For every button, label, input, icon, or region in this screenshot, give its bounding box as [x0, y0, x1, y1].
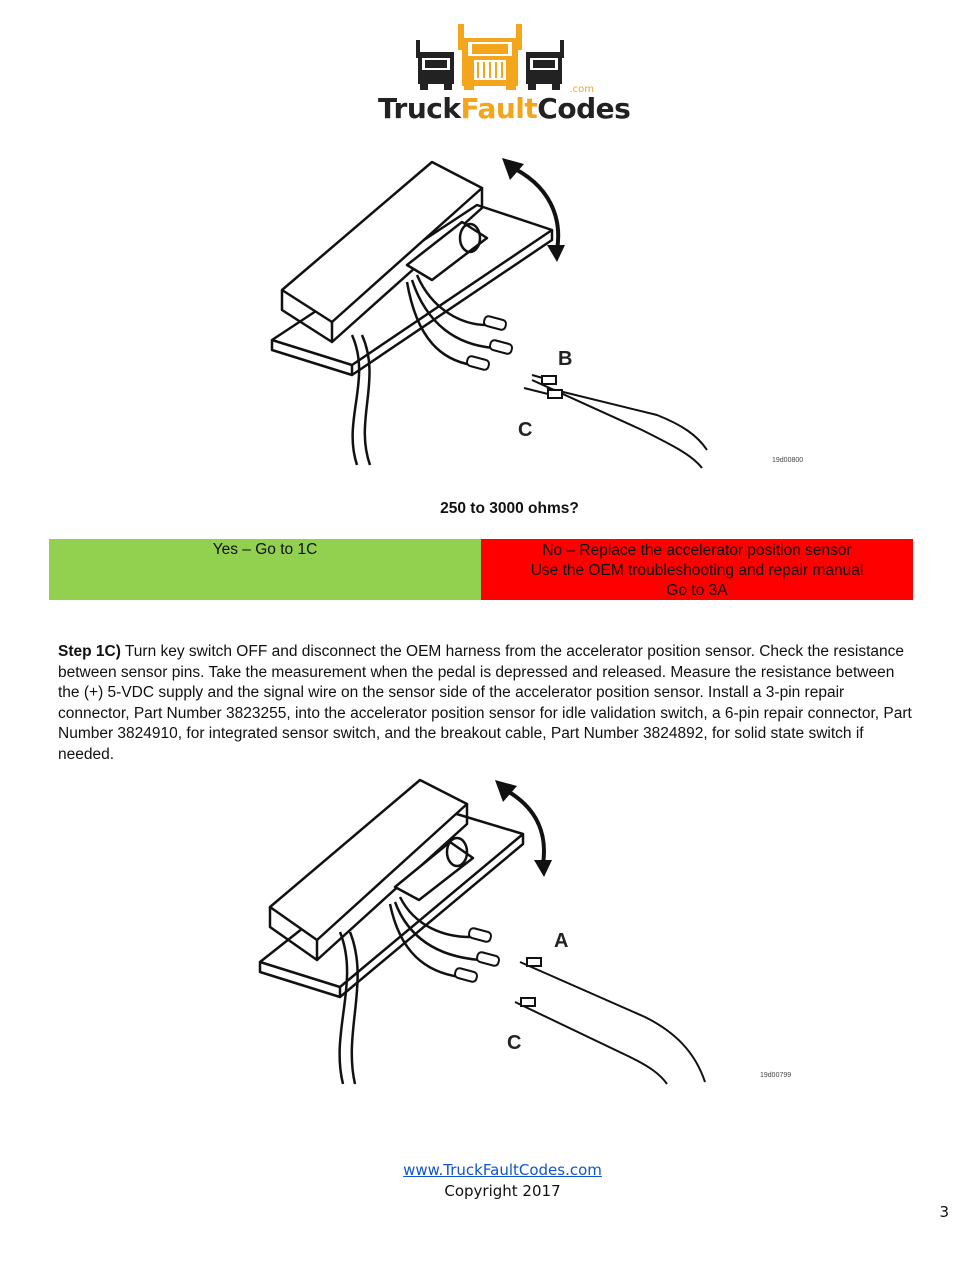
step-1c-paragraph — [58, 642, 918, 765]
page-number: 3 — [939, 1203, 949, 1221]
probe-label-b: B — [558, 348, 573, 370]
step-label: Step 1C) — [58, 643, 121, 660]
step-text: Turn key switch OFF and disconnect the OEM harness from the accelerator position sensor. Check the resistance between sensor pins. Take the measurement when the pedal is depressed and released. Measure the resistance between the (+) 5-VDC supply and the signal wire on the sensor side of the accelerator position sensor. Install a 3-pin repair connector, Part Number 3823255, into the accelerator position sensor for idle validation switch, a 6-pin repair connector, Part Number 3824910, for integrated sensor switch, and the breakout cable, Part Number 3824892, for solid state switch if needed. — [58, 643, 912, 763]
logo-dotcom: .com — [569, 84, 594, 95]
resistance-question: 250 to 3000 ohms? — [440, 500, 579, 517]
logo-word-truck: Truck — [378, 92, 461, 125]
pedal-sensor-illustration — [262, 150, 822, 475]
probe-label-a: A — [554, 930, 569, 952]
logo-word-fault: Fault — [460, 92, 538, 125]
pedal-diagram-a-c — [255, 772, 810, 1087]
probe-label-c: C — [507, 1032, 522, 1054]
probe-label-c: C — [518, 419, 533, 441]
decision-table — [49, 539, 913, 600]
logo-wordmark — [378, 92, 631, 126]
truckfaultcodes-logo — [378, 18, 631, 130]
no-line: No – Replace the accelerator position sensor — [542, 542, 852, 559]
logo-word-codes: Codes — [537, 92, 631, 125]
figure-code: 19d00800 — [772, 457, 804, 464]
pedal-diagram-b-c — [262, 150, 822, 475]
figure-code: 19d00799 — [760, 1072, 792, 1079]
yes-cell: Yes – Go to 1C — [49, 539, 481, 600]
no-line: Go to 3A — [666, 582, 728, 599]
website-link[interactable]: www.TruckFaultCodes.com — [403, 1161, 602, 1179]
no-line: Use the OEM troubleshooting and repair manual — [530, 562, 864, 579]
page-footer — [0, 1160, 979, 1202]
pedal-sensor-illustration — [255, 772, 810, 1087]
truck-logo-icon — [378, 18, 602, 92]
copyright: Copyright 2017 — [444, 1182, 561, 1200]
no-cell — [481, 539, 913, 600]
